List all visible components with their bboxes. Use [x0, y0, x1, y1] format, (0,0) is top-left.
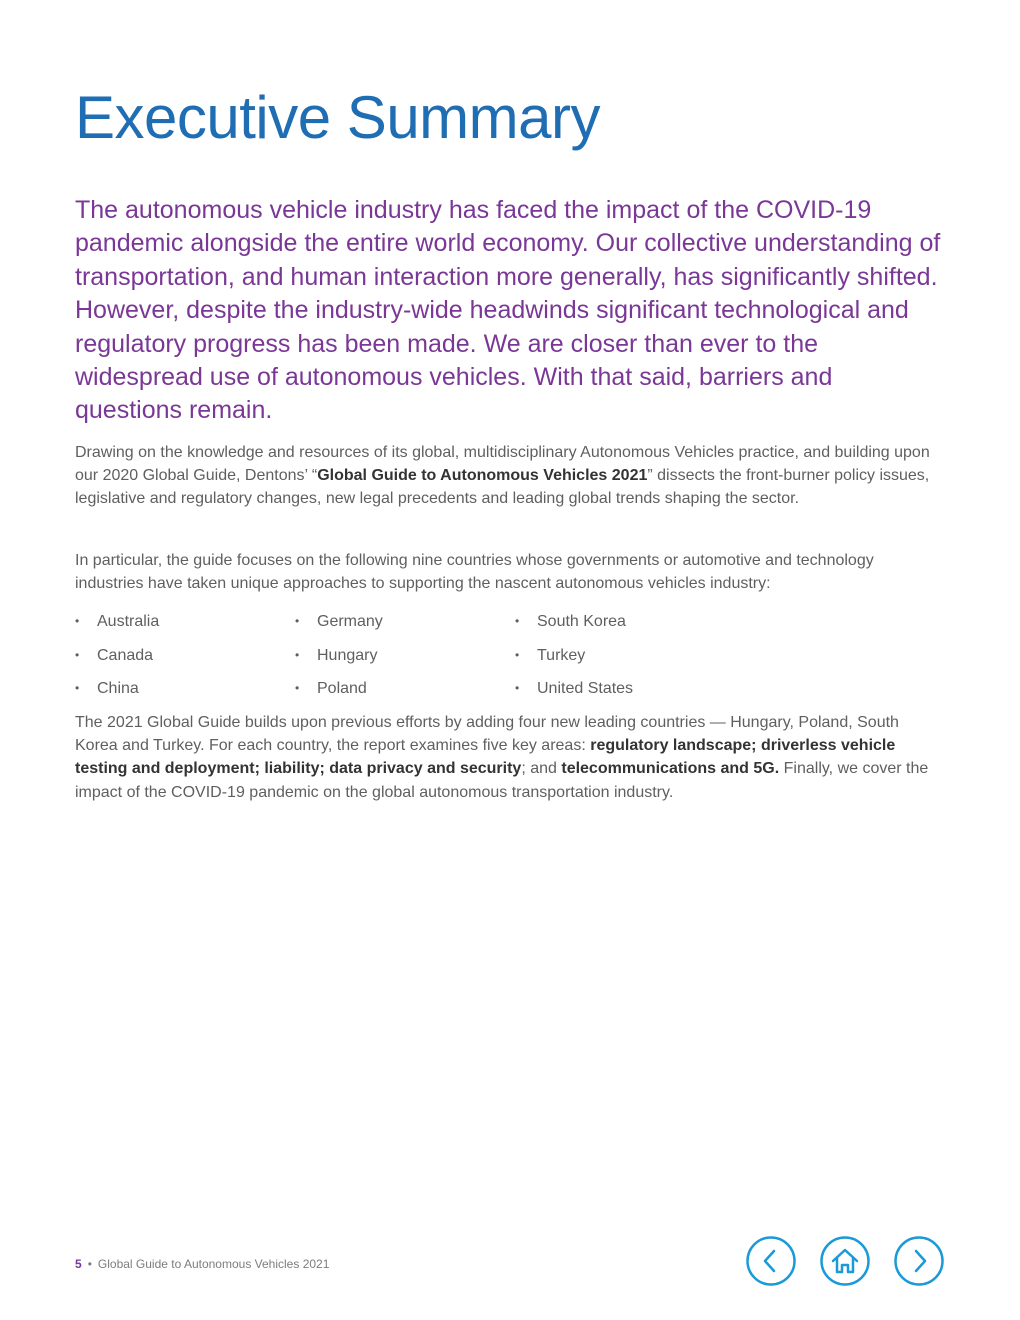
bullet-icon: • — [515, 647, 520, 662]
chevron-left-icon — [746, 1236, 796, 1286]
page-footer — [75, 1257, 329, 1271]
country-name: United States — [537, 680, 634, 697]
bullet-icon: • — [295, 681, 300, 695]
key-areas-emphasis-2: telecommunications and 5G. — [561, 760, 780, 778]
country-name: Canada — [97, 646, 154, 664]
list-item — [75, 677, 295, 700]
country-list — [75, 610, 735, 700]
bullet-icon: • — [75, 647, 80, 662]
list-item — [515, 610, 735, 633]
key-areas-paragraph — [75, 711, 945, 804]
list-item — [295, 610, 515, 633]
bullet-icon: • — [295, 614, 300, 628]
page-number: 5 — [75, 1257, 82, 1271]
footer-separator: • — [87, 1257, 92, 1271]
list-item — [295, 677, 515, 700]
list-item — [295, 644, 515, 667]
home-icon — [820, 1236, 870, 1286]
country-name: Australia — [97, 613, 160, 630]
country-name: Poland — [317, 680, 367, 697]
next-page-button[interactable] — [894, 1236, 944, 1286]
country-name: China — [97, 680, 139, 697]
intro-text-end: ” dissects the front-burner policy issues, legislative and regulatory changes, new legal precedents and leading global trends shaping the sector. — [75, 467, 930, 508]
key-areas-text-2: ; and — [521, 760, 562, 778]
intro-paragraph — [75, 441, 945, 511]
country-name: Germany — [317, 613, 383, 630]
previous-page-button[interactable] — [746, 1236, 796, 1286]
country-name: South Korea — [537, 613, 626, 630]
footer-doc-title: Global Guide to Autonomous Vehicles 2021 — [97, 1257, 330, 1271]
bullet-icon: • — [295, 647, 300, 662]
intro-text-start: Drawing on the knowledge and resources of its global, multidisciplinary Autonomous Vehicles practice, and building upon our 2020 Global Guide, Dentons’ “ — [75, 444, 930, 485]
key-areas-text-1: The 2021 Global Guide builds upon previous efforts by adding four new leading countries — Hungary, Poland, South Korea and Turkey. For each country, the report examines five key areas: — [75, 714, 899, 755]
country-name: Hungary — [317, 646, 378, 664]
list-item — [75, 610, 295, 633]
list-item — [515, 677, 735, 700]
home-button[interactable] — [820, 1236, 870, 1286]
bullet-icon: • — [515, 681, 520, 695]
list-item — [75, 644, 295, 667]
countries-intro-paragraph: In particular, the guide focuses on the following nine countries whose governments or automotive and technology industries have taken unique approaches to supporting the nascent autonomous vehicles industry: — [75, 552, 874, 593]
bullet-icon: • — [75, 614, 80, 628]
lead-paragraph: The autonomous vehicle industry has faced the impact of the COVID-19 pandemic alongside the entire world economy. Our collective understanding of transportation, and human interaction more generally, has significantly shifted. However, despite the industry-wide headwinds significant technological and regulatory progress has been made. We are closer than ever to the widespread use of autonomous vehicles. With that said, barriers and questions remain. — [75, 196, 941, 425]
country-name: Turkey — [537, 646, 586, 664]
key-areas-text-3: Finally, we cover the impact of the COVID-19 pandemic on the global autonomous transportation industry. — [75, 760, 929, 801]
page-title: Executive Summary — [75, 84, 600, 151]
chevron-right-icon — [894, 1236, 944, 1286]
list-item — [515, 644, 735, 667]
guide-title-emphasis: Global Guide to Autonomous Vehicles 2021 — [317, 467, 648, 485]
key-areas-emphasis-1: regulatory landscape; driverless vehicle testing and deployment; liability; data privacy and security — [75, 737, 896, 778]
bullet-icon: • — [75, 681, 80, 695]
bullet-icon: • — [515, 614, 520, 628]
